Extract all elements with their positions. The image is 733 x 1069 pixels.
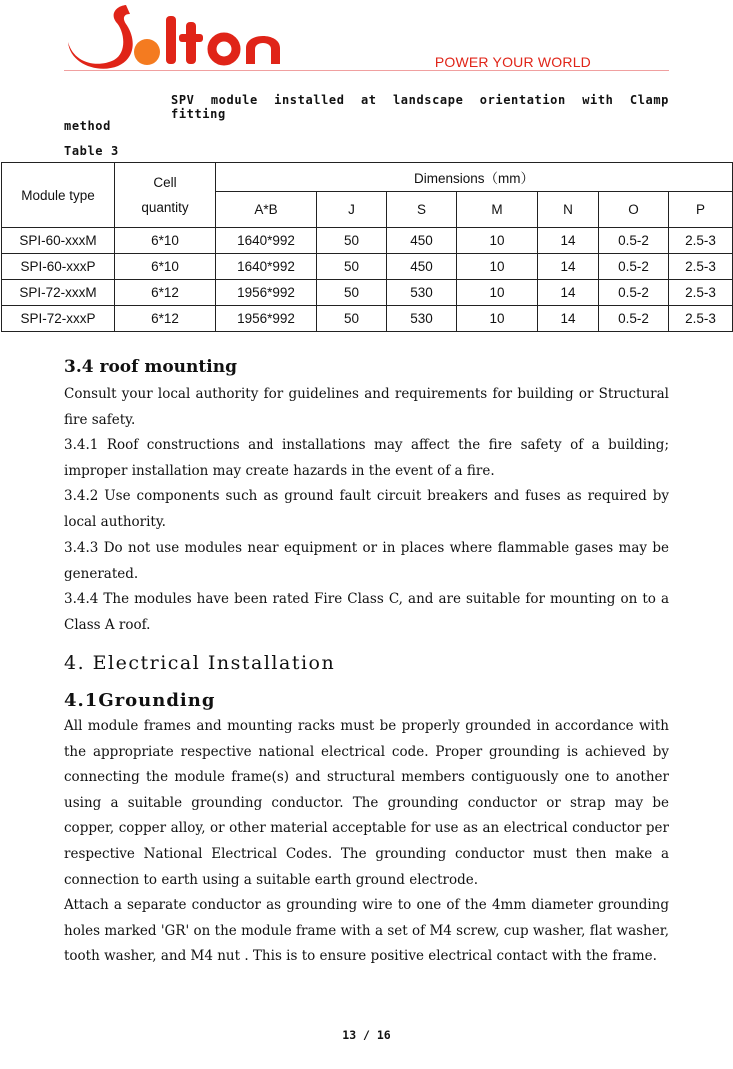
page-number: 13 / 16 [342, 1028, 391, 1042]
table-cell: 6*10 [115, 228, 216, 254]
header-dim-col: N [538, 192, 599, 228]
table-cell: 1640*992 [216, 228, 317, 254]
roof-3-4-1: 3.4.1 Roof constructions and installations may affect the fire safety of a building; improper installation may create hazards in the event of a fire. [64, 437, 669, 479]
table-cell: 14 [538, 254, 599, 280]
table-cell: SPI-60-xxxP [2, 254, 115, 280]
header-dim-col: J [317, 192, 387, 228]
grounding-paragraph-1: All module frames and mounting racks must be properly grounded in accordance with the appropriate respective national electrical code. Proper grounding is achieved by connecting the module frame(s) and structural members contiguously one to another using a suitable grounding conductor. The grounding conductor or strap may be copper, copper alloy, or other material acceptable for use as an electrical conductor per respective National Electrical Codes. The grounding conductor must then make a connection to earth using a suitable earth ground electrode. [64, 718, 669, 888]
header-cell-quantity-line1: Cell [153, 175, 177, 190]
table-cell: 10 [457, 254, 538, 280]
header-dimensions: Dimensions（mm） [216, 163, 733, 192]
table-cell: 2.5-3 [669, 228, 733, 254]
table-cell: 2.5-3 [669, 306, 733, 332]
header-dim-col: M [457, 192, 538, 228]
section-4-title: 4. Electrical Installation [64, 652, 336, 674]
table-cell: 10 [457, 306, 538, 332]
table-cell: 0.5-2 [599, 228, 669, 254]
table-cell: 0.5-2 [599, 254, 669, 280]
table-caption-line1: SPV module installed at landscape orientation with Clamp fitting [171, 93, 669, 121]
solton-logo [64, 2, 286, 70]
grounding-paragraph-2: Attach a separate conductor as grounding wire to one of the 4mm diameter grounding holes marked 'GR' on the module frame with a set of M4 screw, cup washer, flat washer, tooth washer, and M4 nut . This is to ensure positive electrical contact with the frame. [64, 897, 669, 965]
header-dim-col: A*B [216, 192, 317, 228]
table-cell: 6*12 [115, 280, 216, 306]
table-cell: 450 [387, 254, 457, 280]
header-cell-quantity-line2: quantity [141, 200, 189, 215]
table-cell: 6*12 [115, 306, 216, 332]
section-4-1-title: 4.1Grounding [64, 690, 216, 711]
page-header [64, 0, 669, 72]
table-cell: 14 [538, 280, 599, 306]
header-dim-col: O [599, 192, 669, 228]
header-dim-col: P [669, 192, 733, 228]
table-cell: 1956*992 [216, 280, 317, 306]
table-cell: 10 [457, 280, 538, 306]
table-cell: 530 [387, 306, 457, 332]
header-dim-col: S [387, 192, 457, 228]
section-3-4-title: 3.4 roof mounting [64, 357, 237, 377]
dimensions-table [1, 162, 733, 332]
table-caption-line2: method [64, 119, 111, 133]
table-cell: 50 [317, 254, 387, 280]
table-row [2, 254, 733, 280]
table-body [2, 228, 733, 332]
table-cell: 50 [317, 306, 387, 332]
table-cell: 1640*992 [216, 254, 317, 280]
table-cell: 1956*992 [216, 306, 317, 332]
table-cell: 530 [387, 280, 457, 306]
table-cell: 450 [387, 228, 457, 254]
table-cell: 50 [317, 280, 387, 306]
table-cell: 2.5-3 [669, 280, 733, 306]
table-cell: 50 [317, 228, 387, 254]
roof-3-4-2: 3.4.2 Use components such as ground fault circuit breakers and fuses as required by local authority. [64, 488, 669, 530]
table-cell: 10 [457, 228, 538, 254]
table-cell: 14 [538, 228, 599, 254]
table-cell: SPI-72-xxxM [2, 280, 115, 306]
table-cell: 2.5-3 [669, 254, 733, 280]
roof-3-4-3: 3.4.3 Do not use modules near equipment or in places where flammable gases may be generated. [64, 540, 669, 582]
header-cell-quantity [115, 163, 216, 228]
table-cell: SPI-60-xxxM [2, 228, 115, 254]
header-divider [64, 70, 669, 71]
table-cell: 6*10 [115, 254, 216, 280]
tagline: POWER YOUR WORLD [434, 54, 591, 70]
table-row [2, 306, 733, 332]
table-row [2, 228, 733, 254]
roof-3-4-4: 3.4.4 The modules have been rated Fire Class C, and are suitable for mounting on to a Class A roof. [64, 591, 669, 633]
table-cell: SPI-72-xxxP [2, 306, 115, 332]
table-cell: 0.5-2 [599, 306, 669, 332]
table-cell: 14 [538, 306, 599, 332]
roof-intro: Consult your local authority for guidelines and requirements for building or Structural fire safety. [64, 386, 669, 428]
table-label: Table 3 [64, 144, 119, 158]
table-row [2, 280, 733, 306]
table-cell: 0.5-2 [599, 280, 669, 306]
header-module-type: Module type [2, 163, 115, 228]
